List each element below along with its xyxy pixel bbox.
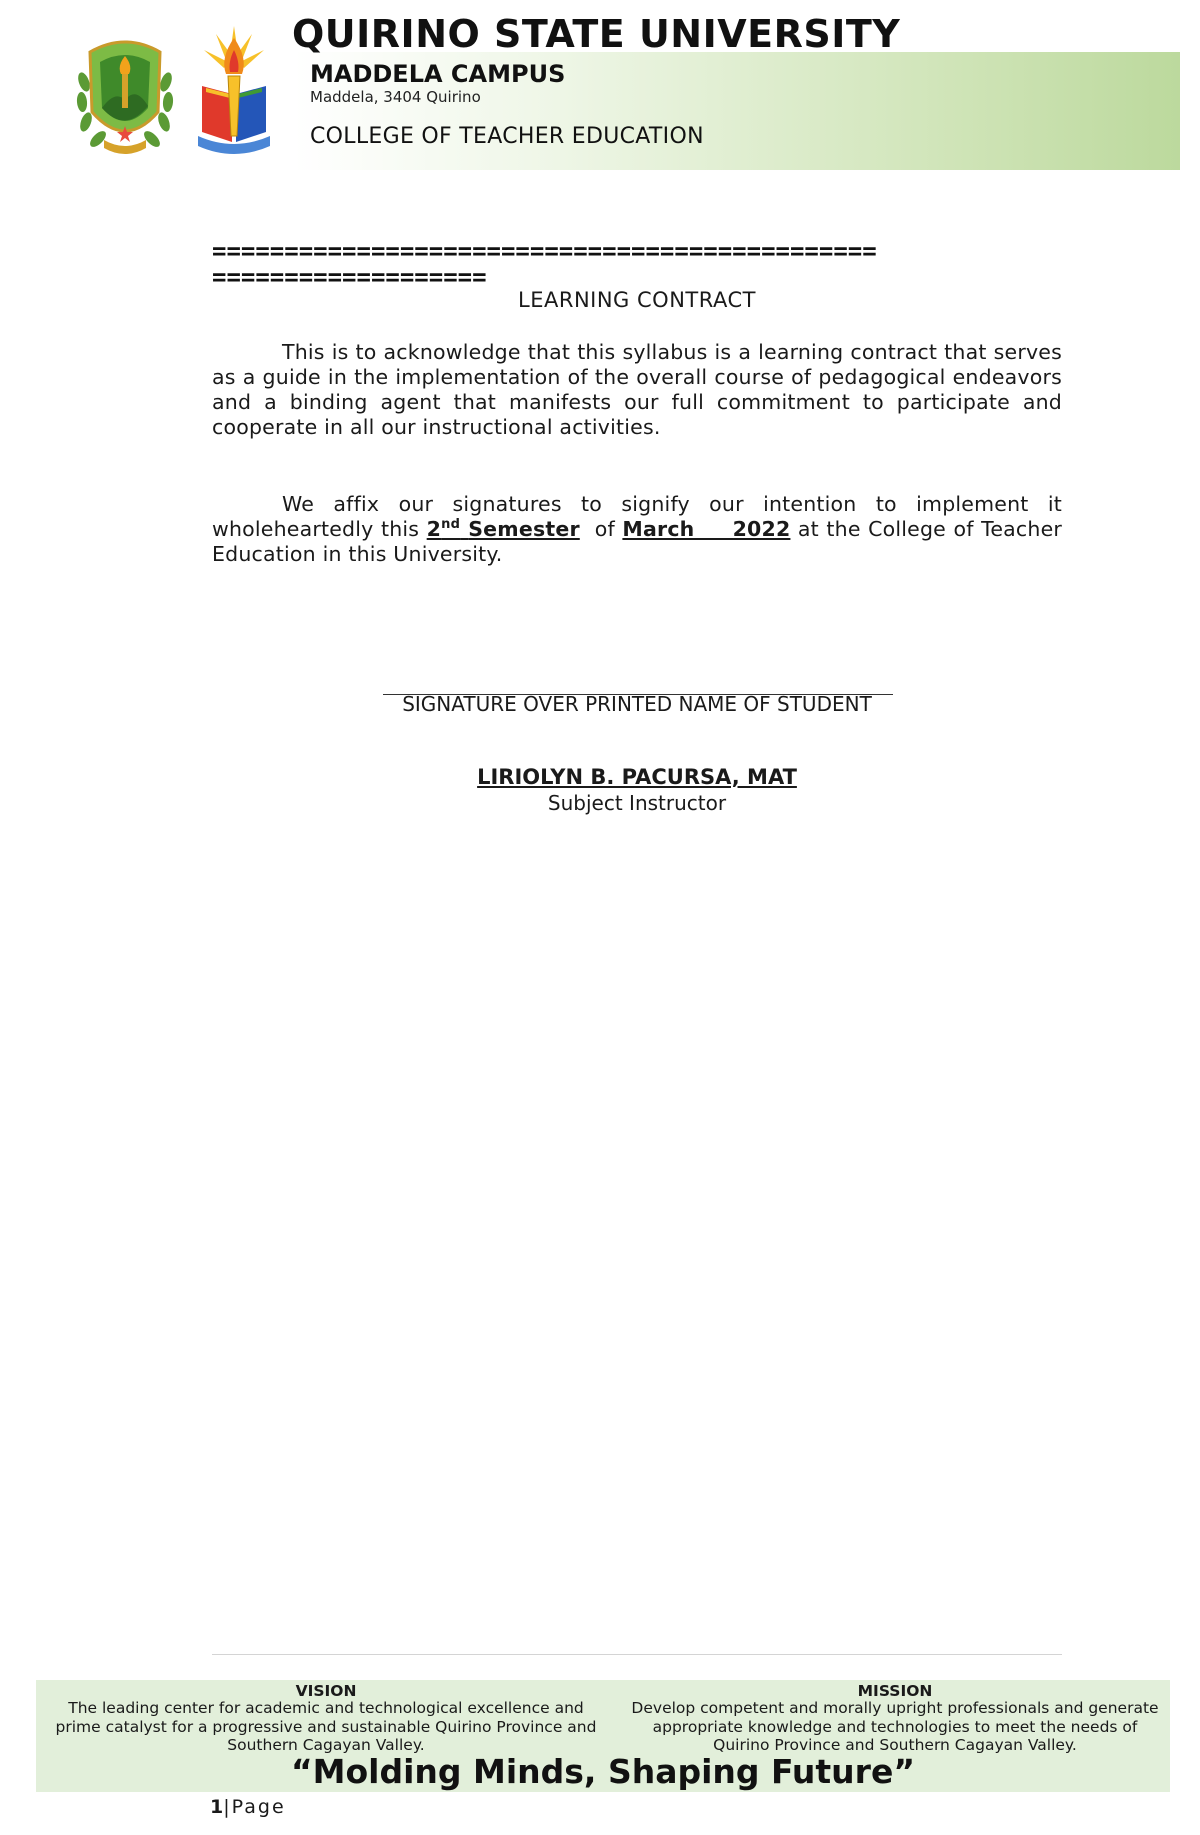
signature-label: SIGNATURE OVER PRINTED NAME OF STUDENT: [402, 692, 872, 716]
vision-text: The leading center for academic and technological excellence and prime catalyst for a progressive and sustainable Quirino Province and Southern Cagayan Valley.: [55, 1699, 597, 1754]
separator-rule: ===================: [212, 263, 487, 291]
semester-field: 2nd Semester: [426, 517, 580, 541]
paragraph-text: at the College of Teacher Education in this University.: [212, 517, 1063, 566]
mission-text: Develop competent and morally upright professionals and generate appropriate knowledge and technologies to meet the needs of Quirino Province and Southern Cagayan Valley.: [631, 1699, 1159, 1754]
document-title: LEARNING CONTRACT: [518, 288, 756, 312]
paragraph-text: We affix our signatures to signify our intention to implement it wholeheartedly this: [212, 492, 1062, 541]
campus-address: Maddela, 3404 Quirino: [310, 88, 481, 106]
footer-divider: [212, 1654, 1062, 1655]
date-field: March 2022: [622, 517, 791, 541]
vision-title: VISION: [295, 1682, 357, 1700]
mission-title: MISSION: [857, 1682, 933, 1700]
paragraph-text: This is to acknowledge that this syllabus is a learning contract that serves as a guide in the implementation of the overall course of pedagogical endeavors and a binding agent that manifests our full commitment to participate and cooperate in all our instructional activities.: [212, 340, 1062, 439]
instructor-role: Subject Instructor: [547, 791, 727, 815]
motto: “Molding Minds, Shaping Future”: [290, 1752, 916, 1791]
college-name: COLLEGE OF TEACHER EDUCATION: [310, 124, 704, 149]
of-word: of: [594, 517, 615, 541]
college-torch-logo: [196, 24, 272, 156]
page-number: 1|Page: [210, 1796, 286, 1818]
instructor-name: LIRIOLYN B. PACURSA, MAT: [477, 765, 797, 789]
paragraph-acknowledgement: [212, 340, 1062, 440]
university-seal-logo: [70, 22, 180, 162]
paragraph-affirmation: [212, 492, 1062, 567]
separator-rule: ==============================================: [212, 237, 877, 265]
campus-name: MADDELA CAMPUS: [310, 60, 566, 88]
university-name: QUIRINO STATE UNIVERSITY: [292, 12, 901, 56]
